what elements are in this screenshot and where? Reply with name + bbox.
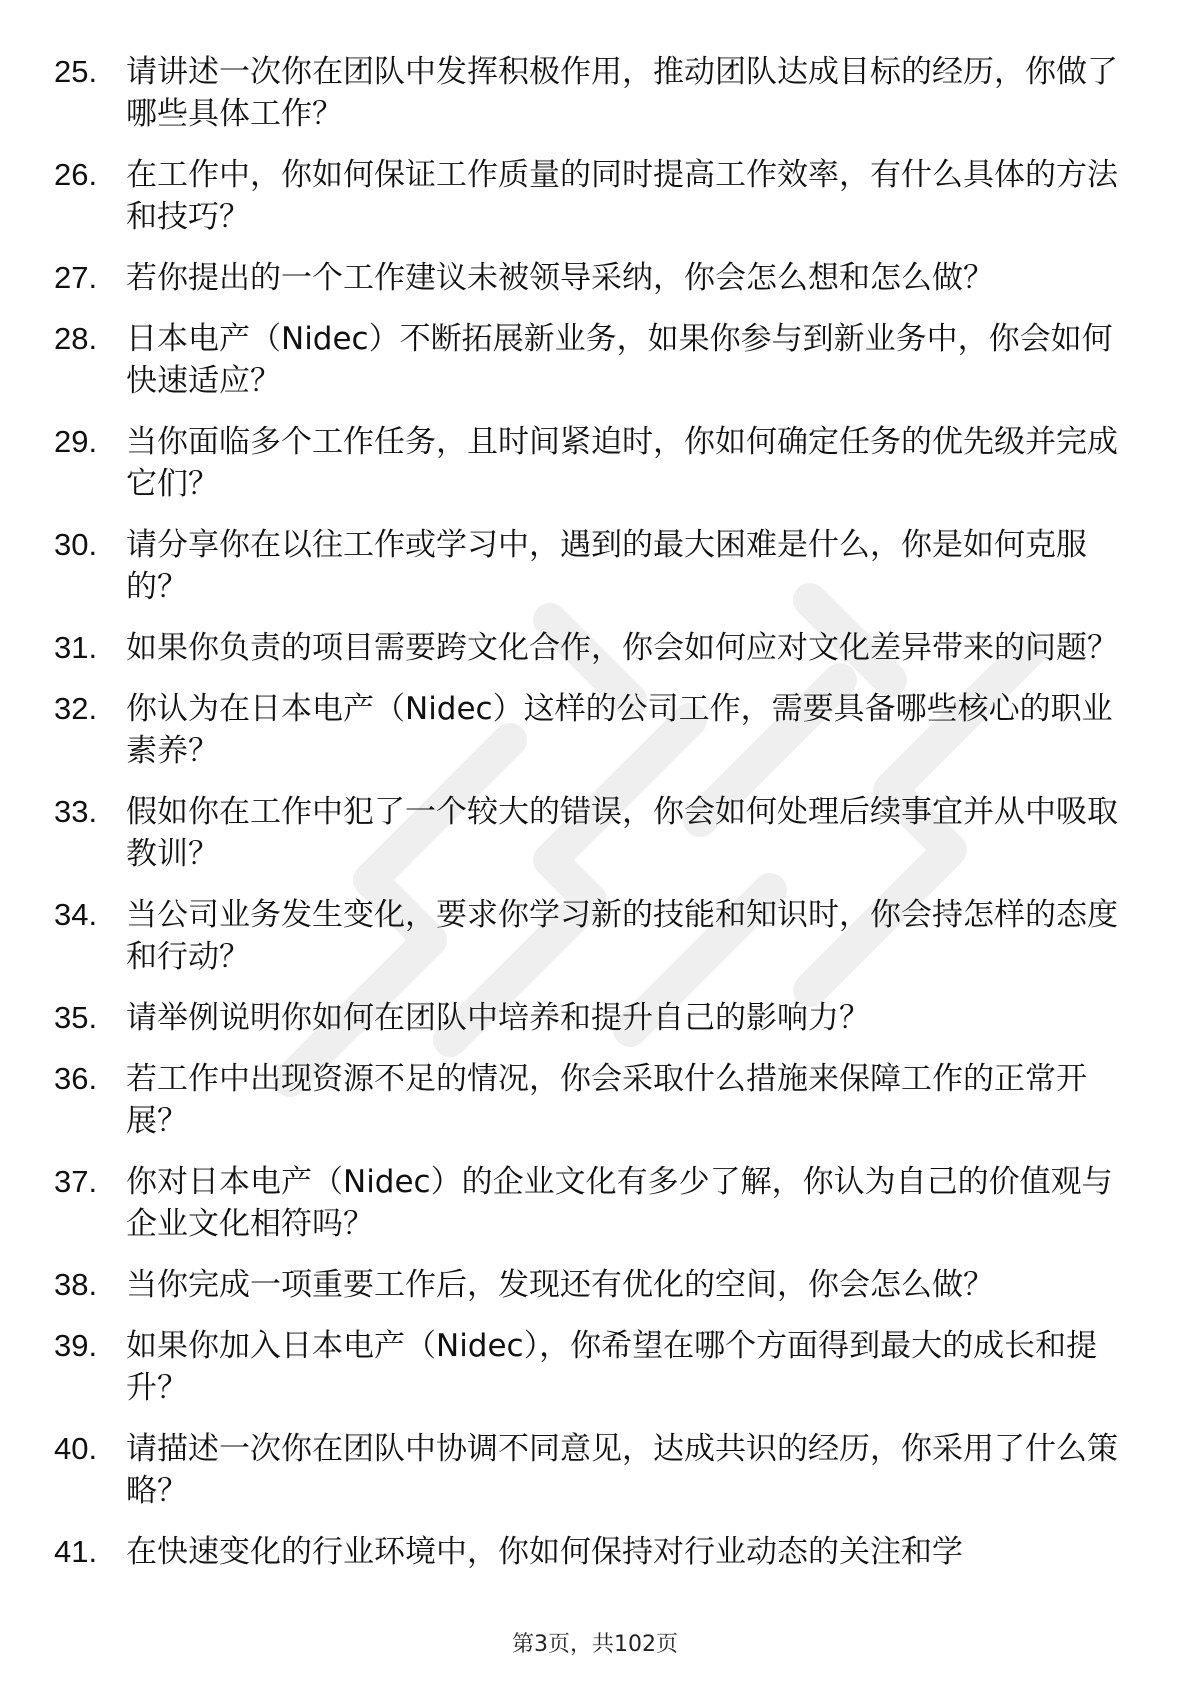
question-item (54, 997, 1134, 1039)
question-item (54, 524, 1134, 608)
question-item (54, 894, 1134, 978)
question-item (54, 688, 1134, 772)
question-text: 若工作中出现资源不足的情况，你会采取什么措施来保障工作的正常开展？ (126, 1061, 1087, 1139)
question-number: 31. (54, 630, 98, 665)
question-item (54, 1161, 1134, 1245)
question-text: 若你提出的一个工作建议未被领导采纳，你会怎么想和怎么做？ (126, 260, 994, 296)
question-item (54, 51, 1134, 135)
question-text: 请讲述一次你在团队中发挥积极作用，推动团队达成目标的经历，你做了哪些具体工作？ (126, 54, 1118, 132)
question-item (54, 154, 1134, 238)
question-number: 35. (54, 1000, 98, 1035)
question-text: 在工作中，你如何保证工作质量的同时提高工作效率，有什么具体的方法和技巧？ (126, 157, 1118, 235)
question-text: 如果你负责的项目需要跨文化合作，你会如何应对文化差异带来的问题？ (126, 630, 1118, 666)
question-text: 日本电产（Nidec）不断拓展新业务，如果你参与到新业务中，你会如何快速适应？ (126, 321, 1113, 399)
question-item (54, 1058, 1134, 1142)
page-footer (0, 1630, 1190, 1660)
question-item (54, 1531, 1134, 1573)
question-text: 请举例说明你如何在团队中培养和提升自己的影响力？ (126, 1000, 870, 1036)
question-text: 请描述一次你在团队中协调不同意见，达成共识的经历，你采用了什么策略？ (126, 1431, 1118, 1509)
question-number: 39. (54, 1328, 98, 1363)
question-item (54, 1264, 1134, 1306)
question-number: 41. (54, 1534, 98, 1569)
question-text: 如果你加入日本电产（Nidec），你希望在哪个方面得到最大的成长和提升？ (126, 1328, 1098, 1406)
question-text: 在快速变化的行业环境中，你如何保持对行业动态的关注和学 (126, 1534, 963, 1570)
question-item (54, 421, 1134, 505)
question-item (54, 1325, 1134, 1409)
question-text: 请分享你在以往工作或学习中，遇到的最大困难是什么，你是如何克服的？ (126, 527, 1087, 605)
question-number: 29. (54, 424, 98, 459)
question-number: 40. (54, 1431, 98, 1466)
question-number: 36. (54, 1061, 98, 1096)
question-number: 28. (54, 321, 98, 356)
question-number: 27. (54, 260, 98, 295)
question-number: 33. (54, 794, 98, 829)
question-text: 当你完成一项重要工作后，发现还有优化的空间，你会怎么做？ (126, 1267, 994, 1303)
question-number: 37. (54, 1164, 98, 1199)
question-number: 25. (54, 54, 98, 89)
question-text: 当公司业务发生变化，要求你学习新的技能和知识时，你会持怎样的态度和行动？ (126, 897, 1118, 975)
question-number: 26. (54, 157, 98, 192)
question-number: 30. (54, 527, 98, 562)
question-text: 当你面临多个工作任务，且时间紧迫时，你如何确定任务的优先级并完成它们？ (126, 424, 1118, 502)
question-text: 你对日本电产（Nidec）的企业文化有多少了解，你认为自己的价值观与企业文化相符吗？ (126, 1164, 1113, 1242)
question-list (54, 51, 1134, 1592)
question-number: 34. (54, 897, 98, 932)
question-number: 38. (54, 1267, 98, 1302)
question-text: 假如你在工作中犯了一个较大的错误，你会如何处理后续事宜并从中吸取教训？ (126, 794, 1118, 872)
question-number: 32. (54, 691, 98, 726)
question-item (54, 791, 1134, 875)
question-item (54, 627, 1134, 669)
question-item (54, 257, 1134, 299)
question-item (54, 318, 1134, 402)
page-number-label: 第3页，共102页 (512, 1632, 678, 1657)
question-text: 你认为在日本电产（Nidec）这样的公司工作，需要具备哪些核心的职业素养？ (126, 691, 1113, 769)
question-item (54, 1428, 1134, 1512)
